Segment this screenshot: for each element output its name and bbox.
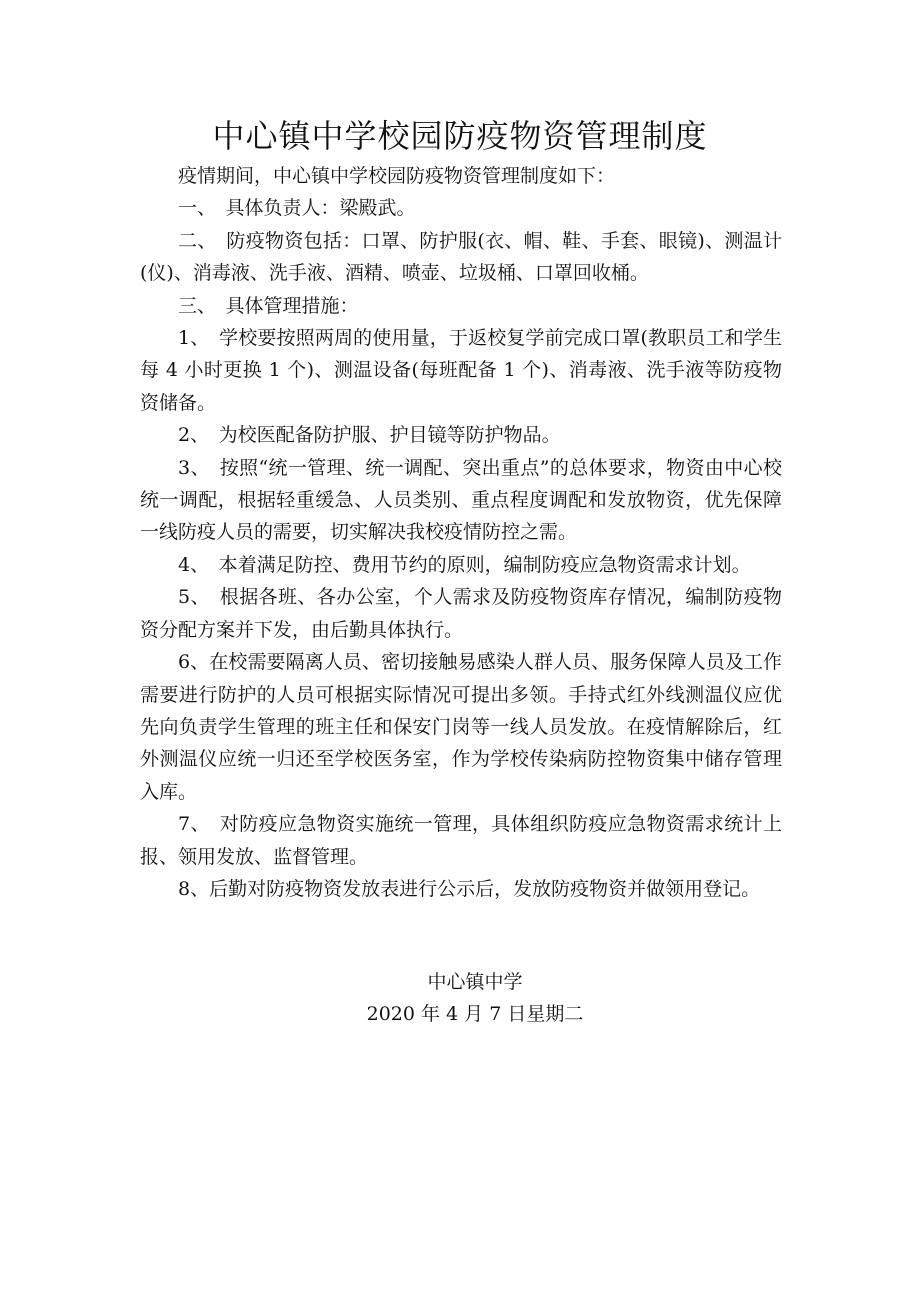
document-title: 中心镇中学校园防疫物资管理制度 [212, 117, 708, 155]
section-one-responsible-person: 一、 具体负责人：梁殿武。 [178, 197, 416, 220]
signature-organization: 中心镇中学 [427, 971, 523, 993]
measure-item-3: 3、 按照“统一管理、统一调配、突出重点”的总体要求，物资由中心校统一调配，根据轻重缓急、人员类别、重点程度调配和发放物资，优先保障一线防疫人员的需要，切实解决我校疫情防控之需。 [140, 456, 782, 544]
measure-item-6: 6、在校需要隔离人员、密切接触易感染人群人员、服务保障人员及工作需要进行防护的人员可根据实际情况可提出多领。手持式红外线测温仪应优先向负责学生管理的班主任和保安门岗等一线人员发放。在疫情解除后，红外测温仪应统一归还至学校医务室，作为学校传染病防控物资集中储存管理入库。 [140, 651, 782, 803]
measure-item-7: 7、 对防疫应急物资实施统一管理，具体组织防疫应急物资需求统计上报、领用发放、监督管理。 [140, 813, 782, 868]
measure-item-2: 2、 为校医配备防护服、护目镜等防护物品。 [178, 424, 561, 447]
intro-paragraph: 疫情期间，中心镇中学校园防疫物资管理制度如下： [178, 165, 616, 187]
document-body [140, 160, 782, 905]
measure-item-5: 5、 根据各班、各办公室，个人需求及防疫物资库存情况，编制防疫物资分配方案并下发，由后勤具体执行。 [140, 586, 782, 641]
section-three-heading: 三、 具体管理措施： [178, 294, 359, 317]
measure-item-4: 4、 本着满足防控、费用节约的原则，编制防疫应急物资需求计划。 [178, 553, 751, 576]
measure-item-1: 1、 学校要按照两周的使用量，于返校复学前完成口罩(教职员工和学生每 4 小时更换 1 个)、测温设备(每班配备 1 个)、消毒液、洗手液等防疫物资储备。 [140, 327, 782, 414]
signature-date: 2020 年 4 月 7 日星期二 [366, 1003, 584, 1026]
signature-block [0, 966, 920, 1031]
section-two-supplies-list: 二、 防疫物资包括：口罩、防护服(衣、帽、鞋、手套、眼镜)、测温计(仪)、消毒液、洗手液、酒精、喷壶、垃圾桶、口罩回收桶。 [140, 229, 782, 285]
measure-item-8: 8、后勤对防疫物资发放表进行公示后，发放防疫物资并做领用登记。 [178, 877, 761, 900]
